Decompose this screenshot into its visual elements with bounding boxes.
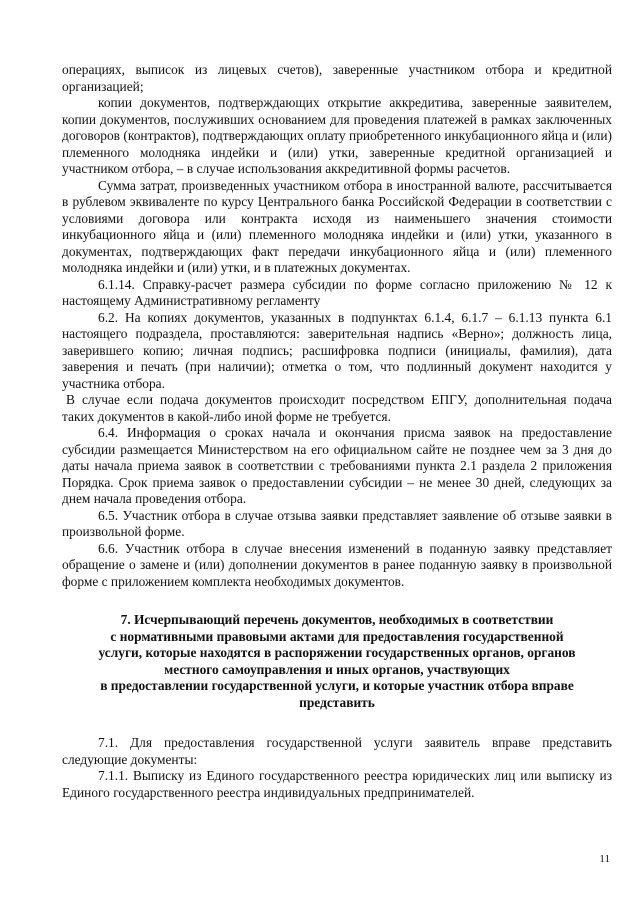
section-title-line: услуги, которые находятся в распоряжении государственных органов, органов: [98, 645, 576, 660]
paragraph-foreign-currency: Сумма затрат, произведенных участником отбора в иностранной валюте, рассчитывается в рублевом эквиваленте по курсу Центрального банка Российской Федерации в соответствии с условиями договора или контракта исходя из наименьшего значения стоимости инкубационного яйца и (или) племенного молодняка индейки и (или) утки, указанного в документах, подтверждающих факт передачи инкубационного яйца и (или) племенного молодняка индейки и (или) утки, и в платежных документах.: [62, 177, 612, 275]
section-title-line: с нормативными правовыми актами для предоставления государственной: [110, 628, 564, 644]
paragraph-6-6: 6.6. Участник отбора в случае внесения изменений в поданную заявку представляет обращение о замене и (или) дополнении документов в ранее поданную заявку в произвольной форме с приложением комплекта необходимых документов.: [62, 540, 612, 589]
paragraph-7-1-1: 7.1.1. Выписку из Единого государственного реестра юридических лиц или выписку из Единого государственного реестра индивидуальных предпринимателей.: [62, 768, 612, 800]
paragraph-7-1: 7.1. Для предоставления государственной услуги заявитель вправе представить следующие документы:: [62, 735, 612, 767]
section-title-line: в предоставлении государственной услуги, и которые участник отбора вправе: [100, 678, 574, 693]
paragraph-6-2: 6.2. На копиях документов, указанных в подпунктах 6.1.4, 6.1.7 – 6.1.13 пункта 6.1 настоящего подраздела, проставляются: заверительная надпись «Верно»; должность лица, заверившего копию; личная подпись; расшифровка подписи (инициалы, фамилия), дата заверения и печать (при наличии); отметка о том, что подлинный документ находится у участника отбора.: [62, 309, 612, 391]
document-page: [62, 62, 612, 801]
section-title-line: местного самоуправления и иных органов, участвующих: [164, 661, 510, 677]
section-7-title: [62, 612, 612, 711]
section-title-line: 7. Исчерпывающий перечень документов, необходимых в соответствии: [120, 612, 554, 627]
paragraph-6-5: 6.5. Участник отбора в случае отзыва заявки представляет заявление об отзыве заявки в произвольной форме.: [62, 507, 612, 539]
paragraph-epgu: В случае если подача документов происходит посредством ЕПГУ, дополнительная подача таких документов в какой-либо иной форме не требуется.: [62, 392, 612, 424]
paragraph-continuation: операциях, выписок из лицевых счетов), заверенные участником отбора и кредитной организацией;: [62, 62, 612, 94]
page-number: 11: [599, 853, 610, 865]
section-title-line: представить: [299, 694, 375, 710]
paragraph-letter-of-credit: копии документов, подтверждающих открытие аккредитива, заверенные заявителем, копии документов, послуживших основанием для проведения платежей в рамках заключенных договоров (контрактов), подтверждающих оплату приобретенного инкубационного яйца и (или) племенного молодняка индейки и (или) утки, заверенные кредитной организацией и участником отбора, – в случае использования аккредитивной формы расчетов.: [62, 95, 612, 176]
paragraph-6-1-14: 6.1.14. Справку-расчет размера субсидии по форме согласно приложению № 12 к настоящему Административному регламенту: [62, 276, 612, 308]
paragraph-6-4: 6.4. Информация о сроках начала и окончания присма заявок на предоставление субсидии размещается Министерством на его официальном сайте не позднее чем за 3 дня до даты начала приема заявок в соответствии с требованиями пункта 2.1 раздела 2 приложения Порядка. Срок приема заявок о предоставлении субсидии – не менее 30 дней, следующих за днем начала проведения отбора.: [62, 425, 612, 506]
